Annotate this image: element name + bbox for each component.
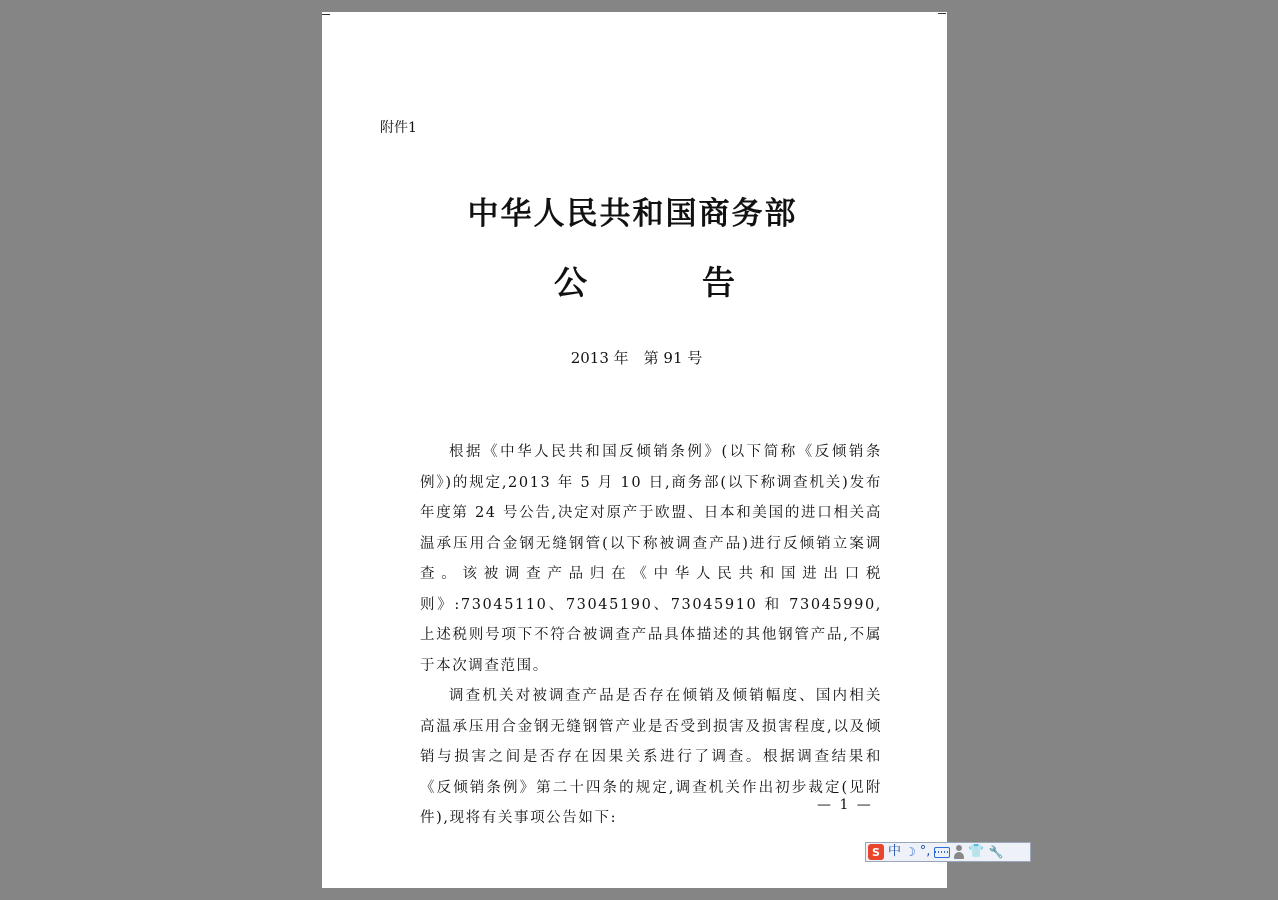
- keyboard-icon[interactable]: [934, 847, 950, 858]
- paragraph: 根据《中华人民共和国反倾销条例》(以下简称《反倾销条例》)的规定,2013 年 5 月 10 日,商务部(以下称调查机关)发布年度第 24 号公告,决定对原产于欧盟、日本和美国的进口相关高温承压用合金钢无缝钢管(以下称被调查产品)进行反倾销立案调查。该被调查产品归在《中华人民共和国进出口税则》:73045110、73045190、73045910 和 73045990,上述税则号项下不符合被调查产品具体描述的其他钢管产品,不属于本次调查范围。: [420, 444, 882, 674]
- document-title: 中华人民共和国商务部: [467, 196, 798, 232]
- user-icon[interactable]: [954, 845, 964, 859]
- punctuation-toggle[interactable]: °,: [919, 844, 931, 859]
- scan-mark: [322, 14, 330, 15]
- page-number: — 1 —: [817, 797, 873, 813]
- skin-icon[interactable]: 👕: [968, 844, 985, 859]
- scan-mark: [938, 13, 946, 14]
- input-mode-toggle[interactable]: 中: [888, 844, 902, 859]
- sogou-logo-icon[interactable]: S: [868, 844, 884, 860]
- document-page: [322, 12, 947, 888]
- wrench-icon[interactable]: 🔧: [988, 845, 1004, 859]
- paragraph: 调查机关对被调查产品是否存在倾销及倾销幅度、国内相关高温承压用合金钢无缝钢管产业是否受到损害及损害程度,以及倾销与损害之间是否存在因果关系进行了调查。根据调查结果和《反倾销条例》第二十四条的规定,调查机关作出初步裁定(见附件),现将有关事项公告如下:: [420, 688, 882, 826]
- ime-toolbar[interactable]: [865, 842, 1031, 862]
- subtitle-char-right: 告: [702, 263, 735, 302]
- subtitle-char-left: 公: [554, 263, 587, 302]
- document-body: [420, 437, 882, 834]
- announcement-number: 2013 年 第 91 号: [570, 349, 703, 367]
- attachment-label: 附件1: [380, 120, 417, 136]
- moon-icon[interactable]: ☽: [905, 845, 916, 859]
